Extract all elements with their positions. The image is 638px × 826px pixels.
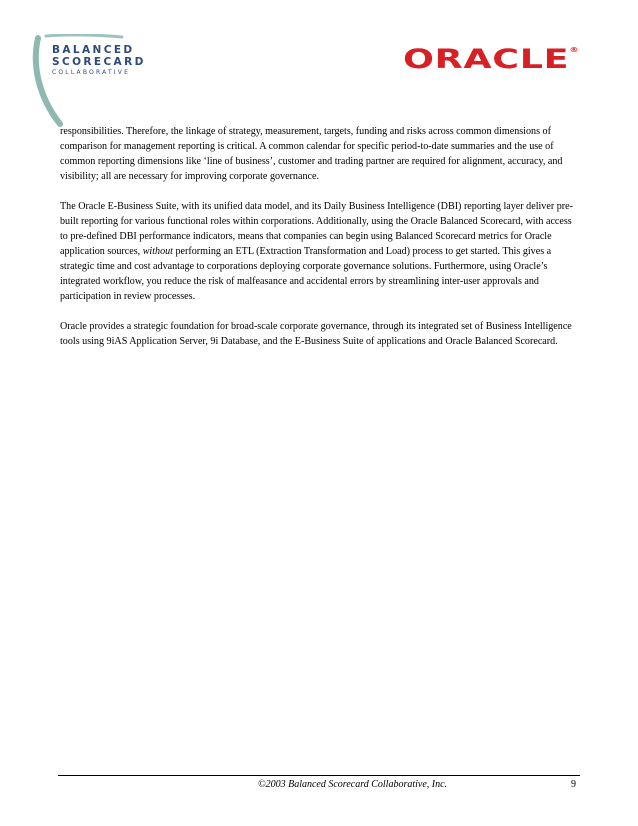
paragraph-governance-linkage: responsibilities. Therefore, the linkage of strategy, measurement, targets, funding and risks across common dimensions of comparison for management reporting is critical. A common calendar for specific period-to-date summaries and the use of common reporting dimensions like ‘line of business’, customer and trading partner are required for alignment, accuracy, and visibility; all are necessary for improving corporate governance. <box>60 126 563 182</box>
paragraph-ebusiness-suite <box>60 199 580 304</box>
oracle-wordmark: ORACLE <box>403 44 570 75</box>
page-number: 9 <box>571 779 576 790</box>
bsc-wordmark <box>52 44 146 78</box>
paragraph-strategic-foundation: Oracle provides a strategic foundation for broad-scale corporate governance, through its integrated set of Business Intelligence tools using 9iAS Application Server, 9i Database, and the E-Business Suite of applications and Oracle Balanced Scorecard. <box>60 321 572 347</box>
bsc-line-collaborative: COLLABORATIVE <box>52 69 131 76</box>
registered-mark: ® <box>569 46 580 54</box>
emphasis-without: without <box>142 246 173 257</box>
footer-copyright: ©2003 Balanced Scorecard Collaborative, Inc. <box>258 779 448 790</box>
bsc-line-scorecard: SCORECARD <box>52 56 146 68</box>
footer-divider <box>58 775 580 776</box>
paragraph-ebusiness-suite-part1: The Oracle E-Business Suite, with its unified data model, and its Daily Business Intelligence (DBI) reporting layer deliver pre-built reporting for various functional roles within corporations. Additionally, using the Oracle Balanced Scorecard, with access to pre-defined DBI performance indicators, means that companies can begin using Balanced Scorecard metrics for Oracle application sources, <box>60 201 573 257</box>
body-content <box>60 124 580 364</box>
paragraph-ebusiness-suite-part2: performing an ETL (Extraction Transformation and Load) process to get started. This gives a strategic time and cost advantage to corporations deploying corporate governance solutions. Furthermore, using Oracle’s integrated workflow, you reduce the risk of malfeasance and accidental errors by streamlining inter-user approvals and participation in review processes. <box>60 246 552 302</box>
bsc-line-balanced: BALANCED <box>52 44 135 56</box>
balanced-scorecard-logo <box>30 34 160 124</box>
oracle-logo <box>403 44 579 75</box>
